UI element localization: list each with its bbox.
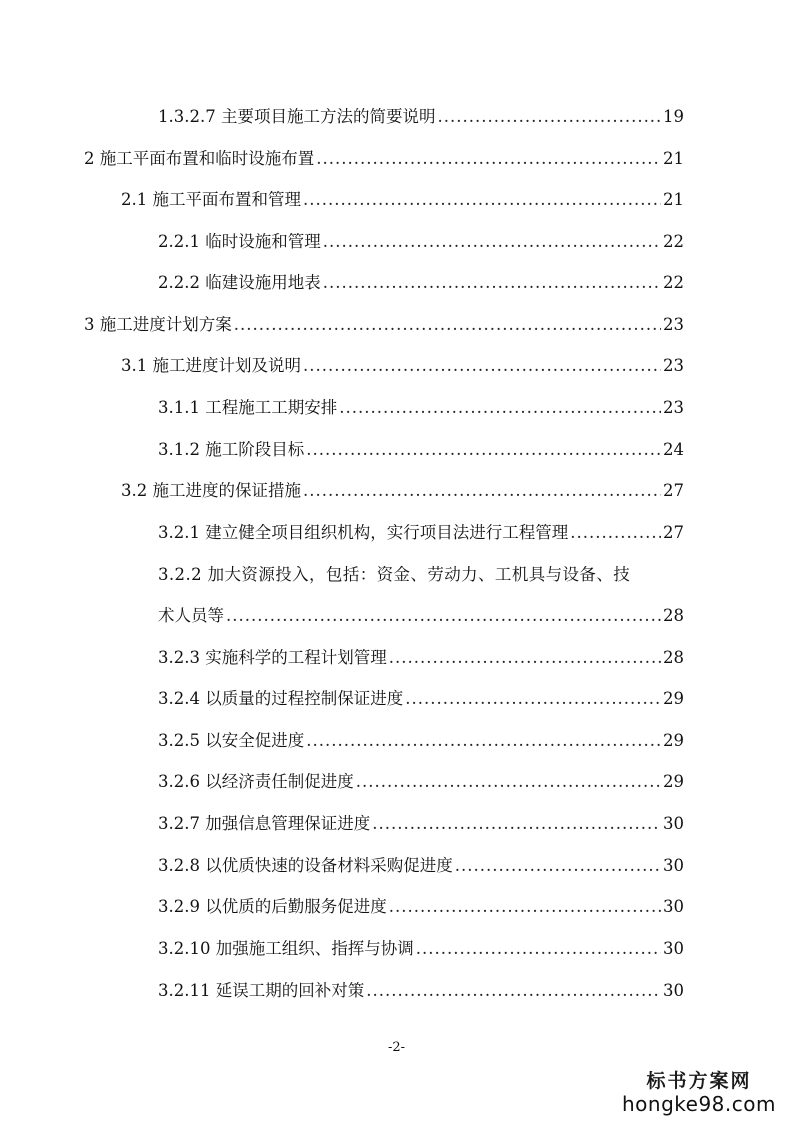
toc-entry-title: 3.2.6 以经济责任制促进度	[158, 772, 354, 791]
toc-entry[interactable]	[121, 480, 684, 502]
toc-entry-page: 30	[663, 897, 684, 916]
toc-entry[interactable]	[158, 522, 684, 544]
toc-leader-dots	[303, 480, 661, 502]
toc-entry[interactable]	[158, 813, 684, 835]
toc-entry[interactable]	[158, 688, 684, 710]
page-number: -2-	[387, 1040, 406, 1055]
toc-leader-dots	[303, 189, 661, 211]
toc-entry-title-line1[interactable]: 3.2.2 加大资源投入，包括：资金、劳动力、工机具与设备、技	[158, 565, 631, 584]
toc-entry[interactable]	[121, 355, 684, 377]
toc-entry-page: 28	[663, 606, 684, 625]
toc-entry[interactable]	[158, 855, 684, 877]
toc-entry[interactable]	[158, 439, 684, 461]
toc-entry[interactable]	[158, 647, 684, 669]
toc-entry[interactable]	[158, 231, 684, 253]
toc-entry-title: 2.2.2 临建设施用地表	[158, 273, 321, 292]
toc-entry-page: 19	[663, 107, 684, 126]
toc-leader-dots	[389, 647, 661, 669]
toc-leader-dots	[303, 355, 661, 377]
toc-leader-dots	[234, 314, 661, 336]
toc-entry[interactable]	[158, 771, 684, 793]
toc-leader-dots	[437, 106, 661, 128]
toc-entry[interactable]	[158, 938, 684, 960]
toc-entry[interactable]	[158, 605, 684, 627]
toc-leader-dots	[323, 272, 661, 294]
watermark-chinese-text: 标书方案网	[646, 1070, 752, 1092]
toc-leader-dots	[356, 771, 661, 793]
toc-entry[interactable]	[84, 314, 684, 336]
toc-entry-page: 27	[663, 523, 684, 542]
toc-entry-title: 3.2.7 加强信息管理保证进度	[158, 814, 371, 833]
toc-entry[interactable]	[158, 106, 684, 128]
toc-entry[interactable]	[158, 397, 684, 419]
toc-entry[interactable]	[158, 896, 684, 918]
toc-entry-title-line2: 术人员等	[158, 606, 224, 625]
toc-entry-page: 21	[663, 190, 684, 209]
toc-entry-title: 2 施工平面布置和临时设施布置	[84, 149, 315, 168]
toc-entry[interactable]	[84, 148, 684, 170]
toc-entry-page: 30	[663, 939, 684, 958]
toc-entry-page: 30	[663, 856, 684, 875]
toc-entry-page: 23	[663, 398, 684, 417]
toc-leader-dots	[323, 231, 661, 253]
toc-entry-page: 24	[663, 440, 684, 459]
toc-entry[interactable]	[158, 272, 684, 294]
toc-entry-title: 2.2.1 临时设施和管理	[158, 232, 321, 251]
toc-entry[interactable]	[121, 189, 684, 211]
toc-entry[interactable]	[158, 730, 684, 752]
watermark-url-text: hongke98.com	[622, 1092, 776, 1116]
toc-entry-page: 30	[663, 981, 684, 1000]
toc-leader-dots	[416, 938, 661, 960]
toc-entry-page: 22	[663, 232, 684, 251]
toc-entry-title: 3.2.1 建立健全项目组织机构，实行项目法进行工程管理	[158, 523, 569, 542]
toc-leader-dots	[316, 148, 661, 170]
toc-entry-title: 3.1.2 施工阶段目标	[158, 440, 305, 459]
toc-entry-title: 3.2.5 以安全促进度	[158, 731, 305, 750]
toc-entry-title: 3 施工进度计划方案	[84, 315, 232, 334]
toc-entry-page: 21	[663, 149, 684, 168]
toc-entry-title: 1.3.2.7 主要项目施工方法的简要说明	[158, 107, 436, 126]
toc-entry-title: 3.2.11 延误工期的回补对策	[158, 981, 365, 1000]
toc-entry-title: 3.2 施工进度的保证措施	[121, 481, 301, 500]
toc-leader-dots	[570, 522, 661, 544]
toc-entry-page: 28	[663, 648, 684, 667]
toc-entry-page: 27	[663, 481, 684, 500]
toc-entry-page: 23	[663, 356, 684, 375]
toc-entry-page: 29	[663, 772, 684, 791]
toc-leader-dots	[306, 439, 661, 461]
toc-entry-title: 3.2.10 加强施工组织、指挥与协调	[158, 939, 414, 958]
toc-leader-dots	[455, 855, 661, 877]
toc-entry-page: 23	[663, 315, 684, 334]
toc-entry-page: 30	[663, 814, 684, 833]
toc-leader-dots	[306, 730, 661, 752]
toc-entry-title: 3.2.8 以优质快速的设备材料采购促进度	[158, 856, 453, 875]
toc-leader-dots	[389, 896, 661, 918]
toc-leader-dots	[405, 688, 661, 710]
toc-entry-page: 22	[663, 273, 684, 292]
toc-entry-page: 29	[663, 689, 684, 708]
toc-entry-title: 2.1 施工平面布置和管理	[121, 190, 301, 209]
toc-leader-dots	[372, 813, 661, 835]
watermark-logo	[619, 1070, 779, 1116]
toc-entry-title: 3.1.1 工程施工工期安排	[158, 398, 338, 417]
toc-entry-title: 3.2.4 以质量的过程控制保证进度	[158, 689, 404, 708]
toc-entry-title: 3.1 施工进度计划及说明	[121, 356, 301, 375]
toc-leader-dots	[366, 980, 661, 1002]
toc-entry[interactable]	[158, 980, 684, 1002]
toc-entry-title: 3.2.9 以优质的后勤服务促进度	[158, 897, 387, 916]
toc-leader-dots	[339, 397, 661, 419]
toc-leader-dots	[226, 605, 661, 627]
toc-entry-page: 29	[663, 731, 684, 750]
toc-entry-title: 3.2.3 实施科学的工程计划管理	[158, 648, 387, 667]
